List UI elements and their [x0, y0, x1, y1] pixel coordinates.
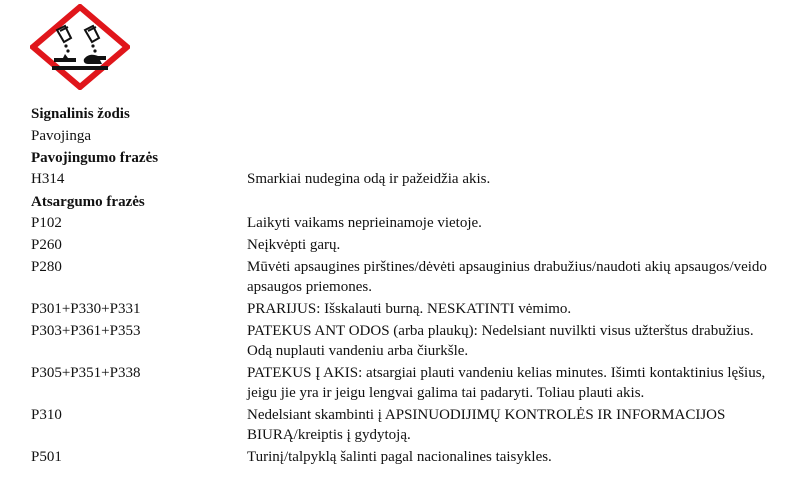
- statement-code: P303+P361+P353: [31, 323, 141, 339]
- label-elements-section: [31, 103, 791, 469]
- precautionary-statements-heading: Atsargumo frazės: [31, 194, 145, 210]
- statement-code: P310: [31, 407, 62, 423]
- statement-code: P501: [31, 449, 62, 465]
- hazard-statements-heading: Pavojingumo frazės: [31, 150, 159, 166]
- ghs05-corrosion-icon: [30, 4, 130, 90]
- signal-word-value: Pavojinga: [31, 128, 91, 144]
- statement-code: P301+P330+P331: [31, 301, 141, 317]
- statement-row: [31, 169, 791, 189]
- statement-text: PRARIJUS: Išskalauti burną. NESKATINTI vėmimo.: [247, 301, 572, 317]
- statement-row: [31, 405, 791, 445]
- statement-code: P260: [31, 237, 62, 253]
- statement-text: Laikyti vaikams neprieinamoje vietoje.: [247, 215, 482, 231]
- statement-row: [31, 299, 791, 319]
- statement-text: PATEKUS Į AKIS: atsargiai plauti vandeniu kelias minutes. Išimti kontaktinius lęšius, jeigu jie yra ir jeigu lengvai galima tai padaryti. Toliau plauti akis.: [247, 365, 766, 401]
- statement-code: P280: [31, 259, 62, 275]
- statement-row: [31, 447, 791, 467]
- statement-row: [31, 213, 791, 233]
- statement-text: PATEKUS ANT ODOS (arba plaukų): Nedelsiant nuvilkti visus užterštus drabužius. Odą nuplauti vandeniu arba čiurkšle.: [247, 323, 754, 359]
- statement-text: Turinį/talpyklą šalinti pagal nacionalines taisykles.: [247, 449, 552, 465]
- statement-row: [31, 363, 791, 403]
- statement-text: Neįkvėpti garų.: [247, 237, 341, 253]
- statement-row: [31, 321, 791, 361]
- statement-code: H314: [31, 171, 65, 187]
- signal-word-heading: Signalinis žodis: [31, 106, 130, 122]
- statement-text: Smarkiai nudegina odą ir pažeidžia akis.: [247, 171, 491, 187]
- statement-row: [31, 235, 791, 255]
- statement-text: Nedelsiant skambinti į APSINUODIJIMŲ KONTROLĖS IR INFORMACIJOS BIURĄ/kreiptis į gydytoją.: [247, 407, 726, 443]
- statement-row: [31, 257, 791, 297]
- statement-code: P305+P351+P338: [31, 365, 141, 381]
- statement-text: Mūvėti apsaugines pirštines/dėvėti apsauginius drabužius/naudoti akių apsaugos/veido apsaugos priemones.: [247, 259, 767, 295]
- statement-code: P102: [31, 215, 62, 231]
